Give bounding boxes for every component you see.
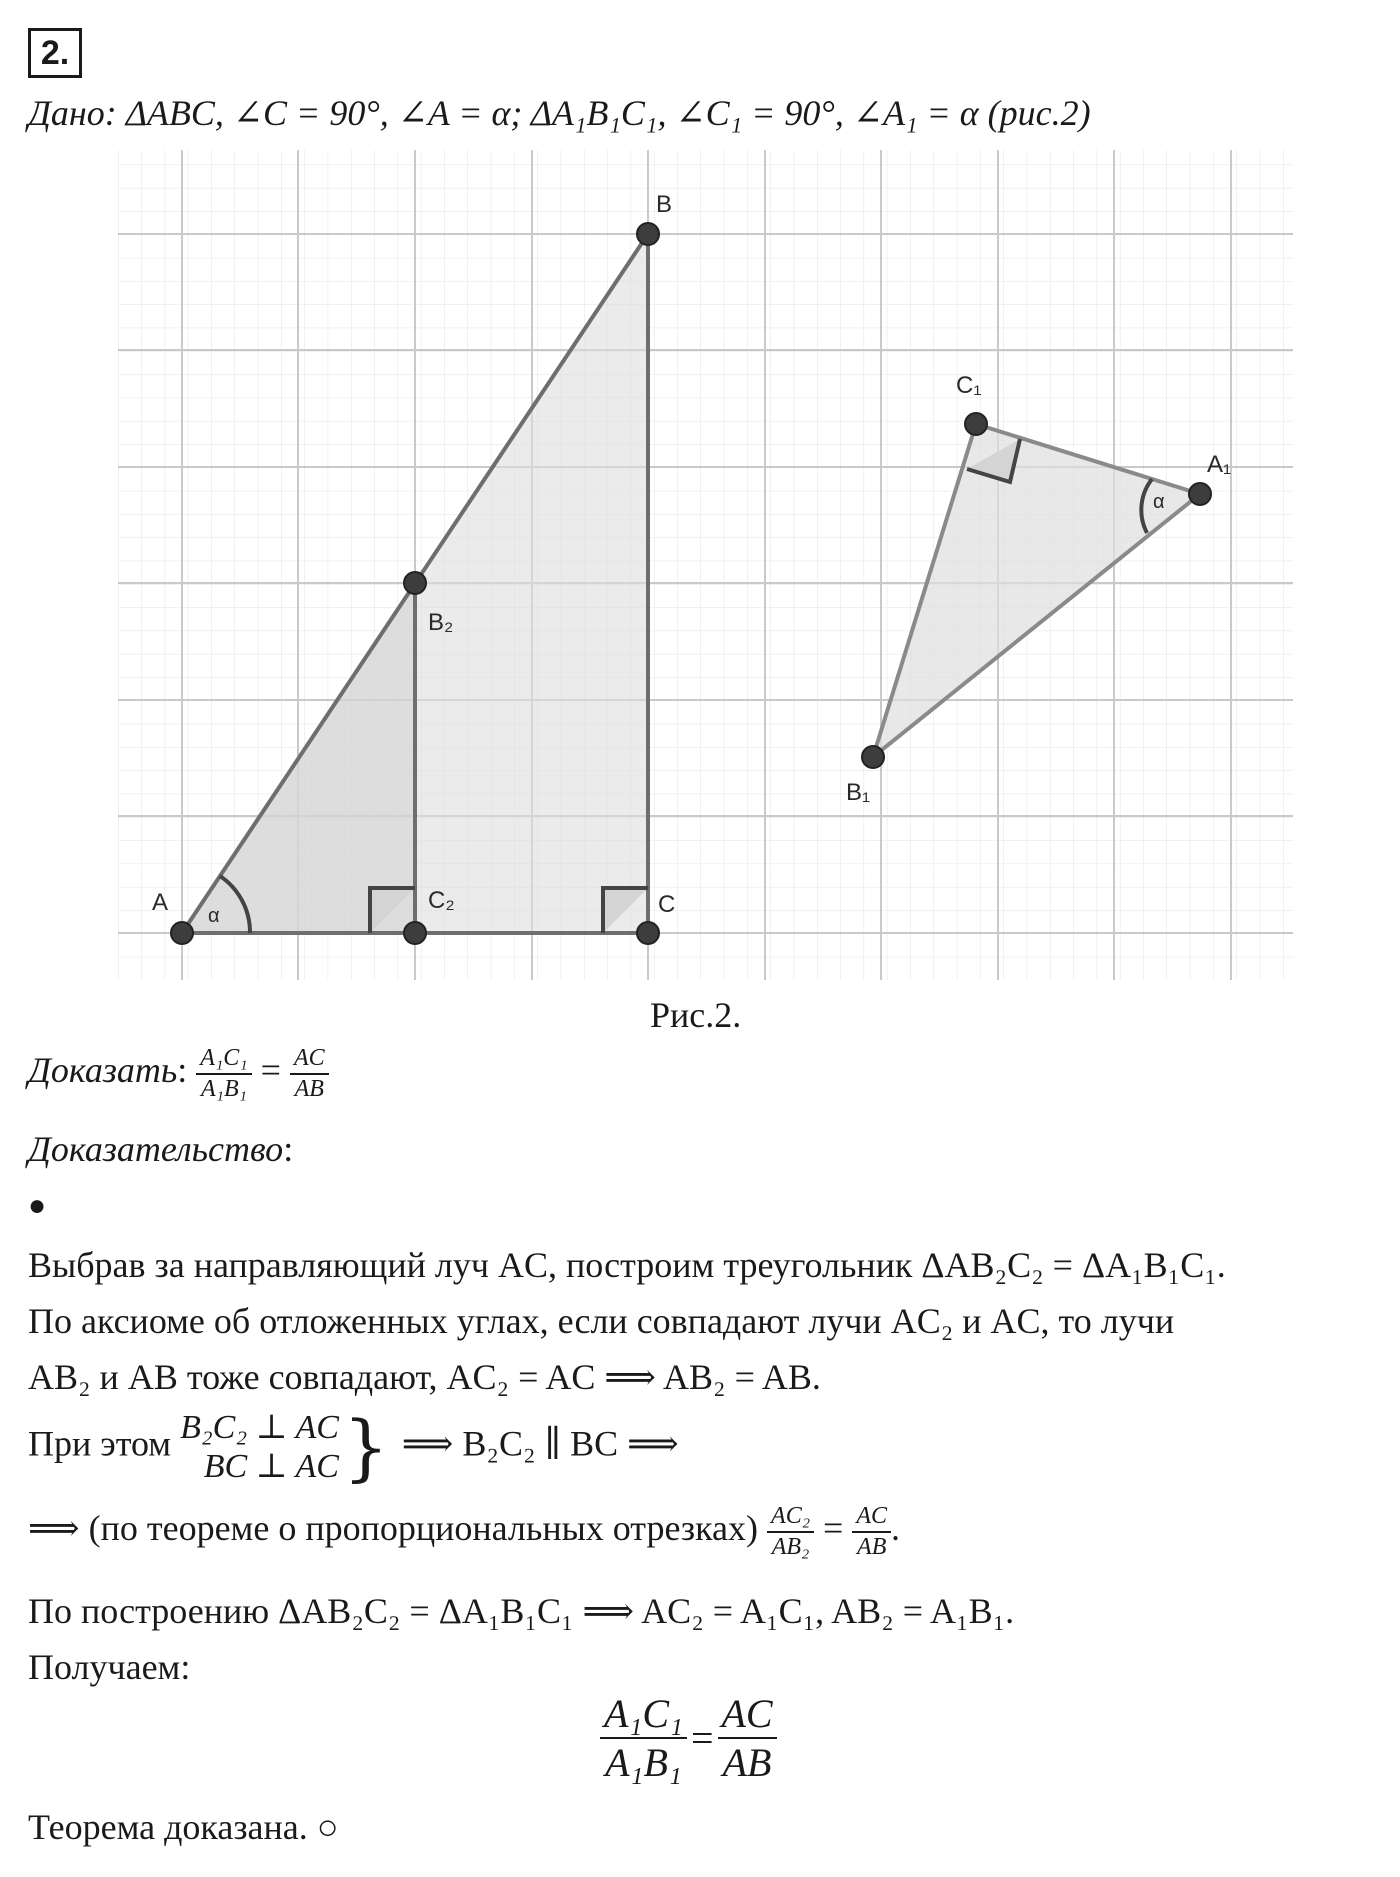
proof-line-3: AB₂ и AB тоже совпадают, AC₂ = AC ⟹ AB₂ = AB.: [28, 1357, 821, 1397]
prove-rhs-den: AB: [294, 1075, 324, 1102]
prove-lhs-fraction: [196, 1044, 251, 1104]
label-b2: B₂: [428, 609, 454, 636]
prove-line: [28, 1044, 329, 1104]
figure-diagram: [0, 140, 1400, 1010]
point-a1: [1189, 483, 1211, 505]
proof-line-4: [28, 1405, 679, 1490]
final-fraction-1: [600, 1690, 687, 1786]
proof-line-4-prefix: При этом: [28, 1423, 172, 1464]
line5-fraction-2: [852, 1502, 891, 1562]
label-b: B: [656, 191, 673, 218]
angle-label-a: α: [208, 905, 220, 927]
prove-label: Доказать: [28, 1050, 178, 1091]
proof-line-5: [28, 1502, 900, 1562]
final-num-2: AC: [718, 1690, 777, 1739]
line5-num-1: AC₂: [767, 1502, 814, 1533]
proof-line-4-suffix: ⟹ B₂C₂ ∥ BC ⟹: [401, 1423, 679, 1464]
proof-label: Доказательство: [28, 1129, 284, 1169]
brace-lines: [180, 1408, 339, 1486]
brace-symbol: }: [342, 1405, 389, 1490]
conclusion: Теорема доказана. ○: [28, 1807, 339, 1847]
line5-den-2: AB: [857, 1533, 887, 1560]
final-fraction-2: [718, 1690, 777, 1786]
problem-number: 2.: [28, 28, 82, 78]
prove-eq: =: [260, 1050, 281, 1091]
proof-line-6: По построению ΔAB₂C₂ = ΔA₁B₁C₁ ⟹ AC₂ = A₁C₁, AB₂ = A₁B₁.: [28, 1591, 1015, 1631]
brace-top: B₂C₂ ⊥ AC: [180, 1409, 339, 1446]
brace-system: [180, 1405, 393, 1490]
final-den-1: A₁B₁: [605, 1740, 682, 1785]
prove-rhs-num: AC: [290, 1044, 329, 1075]
prove-colon: :: [177, 1050, 188, 1091]
label-c1: C₁: [956, 372, 982, 399]
proof-line-1: Выбрав за направляющий луч AC, построим треугольник ΔAB₂C₂ = ΔA₁B₁C₁.: [28, 1245, 1226, 1285]
label-a1: A₁: [1207, 451, 1232, 478]
prove-rhs-fraction: [290, 1044, 329, 1104]
proof-colon: :: [283, 1129, 294, 1169]
given-line: [28, 92, 1091, 135]
label-b1: B₁: [846, 779, 871, 806]
proof-bullet: ●: [28, 1189, 47, 1222]
proof-heading: [28, 1128, 293, 1171]
point-b2: [404, 572, 426, 594]
label-c2: C₂: [428, 887, 455, 914]
figure-caption: Рис.2.: [650, 995, 742, 1035]
proof-line-5-prefix: ⟹ (по теореме о пропорциональных отрезках): [28, 1508, 759, 1549]
brace-bottom: BC ⊥ AC: [203, 1448, 339, 1486]
final-eq: =: [690, 1715, 714, 1761]
given-label: Дано: [28, 93, 105, 133]
line5-fraction-1: [767, 1502, 814, 1562]
proof-line-2: По аксиоме об отложенных углах, если совпадают лучи AC₂ и AC, то лучи: [28, 1301, 1175, 1341]
point-c1: [965, 413, 987, 435]
line5-end: .: [891, 1508, 901, 1549]
prove-lhs-num: A₁C₁: [196, 1044, 251, 1075]
prove-lhs-den: A₁B₁: [200, 1075, 247, 1102]
point-b1: [862, 746, 884, 768]
final-equation: [600, 1690, 777, 1786]
point-b: [637, 223, 659, 245]
final-num-1: A₁C₁: [600, 1690, 687, 1739]
line5-num-2: AC: [852, 1502, 891, 1533]
point-a: [171, 922, 193, 944]
line5-den-1: AB₂: [771, 1533, 810, 1560]
given-statement: : ΔABC, ∠C = 90°, ∠A = α; ΔA₁B₁C₁, ∠C₁ = 90°, ∠A₁ = α (рис.2): [104, 93, 1091, 133]
final-den-2: AB: [722, 1740, 772, 1785]
proof-line-7: Получаем:: [28, 1647, 191, 1687]
label-c: C: [658, 891, 676, 918]
line5-eq: =: [823, 1508, 844, 1549]
angle-label-a1: α: [1153, 491, 1165, 513]
point-c2: [404, 922, 426, 944]
label-a: A: [152, 889, 169, 916]
point-c: [637, 922, 659, 944]
